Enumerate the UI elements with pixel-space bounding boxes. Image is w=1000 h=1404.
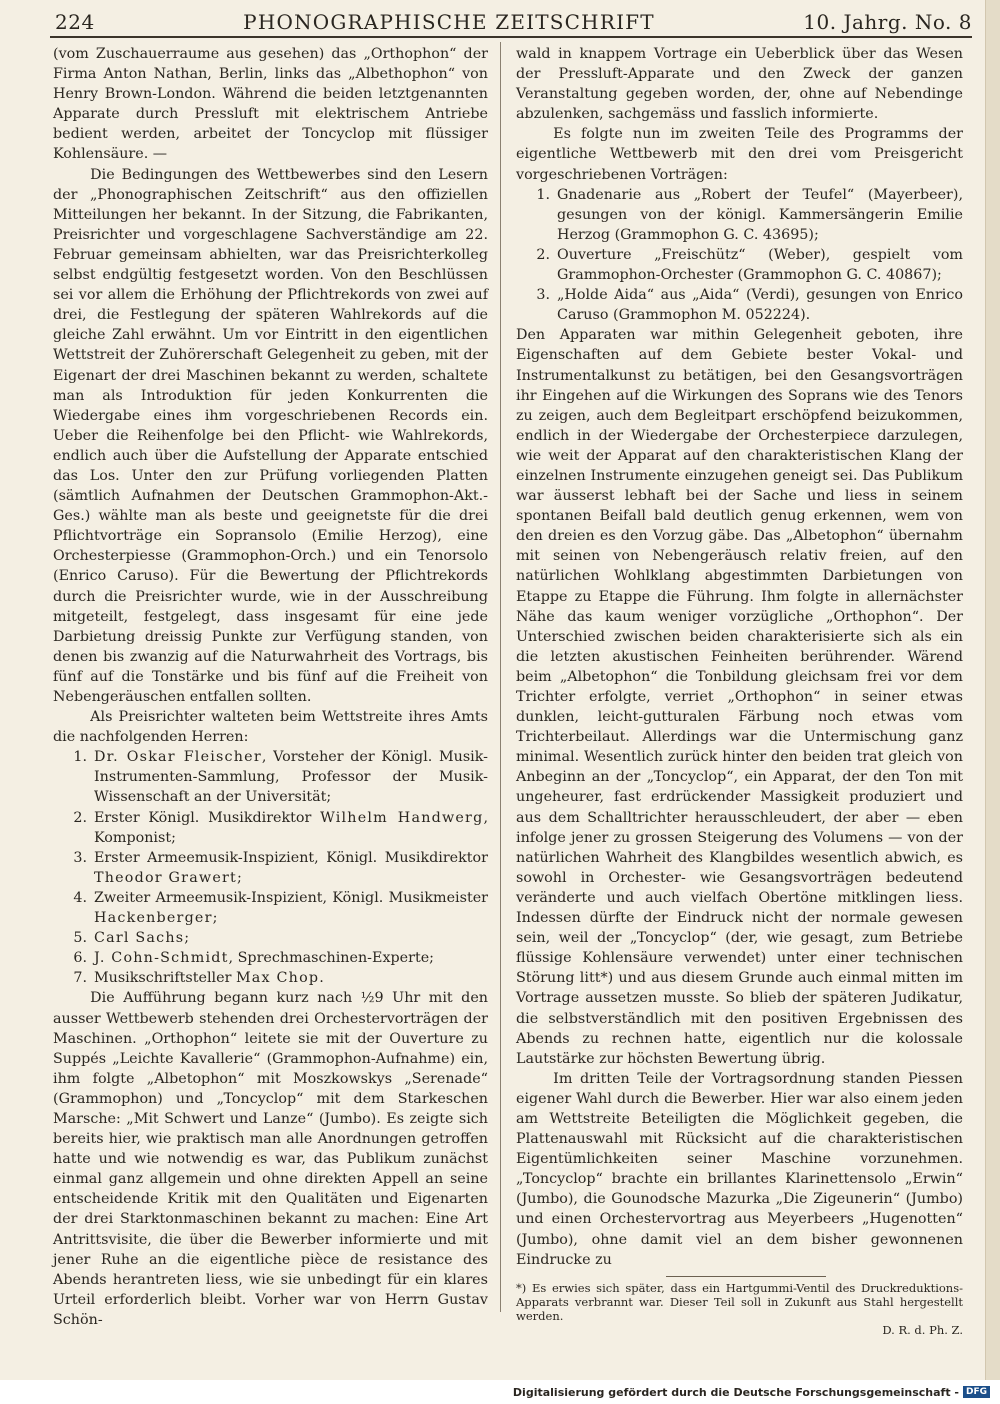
list-item: 4. Zweiter Armeemusik-Inspizient, Königl. Musikmeister Hackenberger; xyxy=(73,889,488,927)
page-edge xyxy=(985,0,1000,1380)
footer-text: Digitalisierung gefördert durch die Deutsche Forschungsgemeinschaft - xyxy=(512,1385,959,1399)
paragraph: Es folgte nun im zweiten Teile des Programms der eigentliche Wettbewerb mit den drei vom Preisgericht vorgeschriebenen Vorträgen: xyxy=(516,126,963,183)
program-list xyxy=(516,185,963,326)
list-item: 1. Gnadenarie aus „Robert der Teufel“ (Mayerbeer), gesungen von der königl. Kammersängerin Emilie Herzog (Grammophon G. C. 43695); xyxy=(536,186,963,243)
paragraph: Im dritten Teile der Vortragsordnung standen Piessen eigener Wahl durch die Bewerber. Hier war also einem jeden am Wettstreite Beteiligten die Möglichkeit gegeben, die Plattenauswahl mit Rücksicht auf die charakteristischen Eigentümlichkeiten seiner Maschine vorzunehmen. „Toncyclop“ brachte ein brillantes Klarinettensolo „Erwin“ (Jumbo), die Gounodsche Mazurka „Die Zigeunerin“ (Jumbo) und einen Orchestervortrag aus Meyerbeers „Hugenotten“ (Jumbo), ohne damit viel an dem bisher gewonnenen Eindrucke zu xyxy=(516,1070,963,1268)
running-head xyxy=(55,4,972,34)
list-item: 1. Dr. Oskar Fleischer, Vorsteher der Königl. Musik-Instrumenten-Sammlung, Professor der Musik-Wissenschaft an der Universität; xyxy=(73,749,488,806)
list-item: 3. Erster Armeemusik-Inspizient, Königl. Musikdirektor Theodor Grawert; xyxy=(73,849,488,886)
paragraph: wald in knappem Vortrage ein Ueberblick über das Wesen der Pressluft-Apparate und den Zweck der ganzen Veranstaltung gegeben worden, der, ohne auf Nebendinge abzulenken, sachgemäss und fasslich informierte. xyxy=(516,46,963,123)
paragraph: Den Apparaten war mithin Gelegenheit geboten, ihre Eigenschaften auf dem Gebiete bester Vokal- und Instrumentalkunst zu betätigen, bei den Gesangsvorträgen ihr Eingehen auf die Wirkungen des Soprans wie des Tenors zu zeigen, auch dem Begleitpart erschöpfend beizukommen, endlich in der Wiedergabe der Orchesterpiece darzulegen, wie weit der Apparat auf den charakteristischen Klang der einzelnen Instrumente einzugehen geneigt sei. Das Publikum war äusserst lebhaft bei der Sache und liess in seinem spontanen Beifall bald deutlich genug erkennen, wem von den dreien es den Vorzug gäbe. Das „Albetophon“ übernahm mit seinen von Nebengeräusch relativ freien, auf den natürlichen Wohlklang abgestimmten Darbietungen von Etappe zu Etappe die Führung. Ihm folgte in allernächster Nähe das kaum weniger vorzügliche „Orthophon“. Der Unterschied zwischen beiden charakterisierte sich als ein die letzten akustischen Feinheiten berührender. Wärend beim „Albetophon“ die Tonbildung gleichsam frei vor dem Trichter erfolgte, verriet „Orthophon“ in seiner etwas dunklen, leicht-gutturalen Färbung noch etwas vom Trichterbeilaut. Allerdings war die Untermischung ganz minimal. Wesentlich zurück hinter den beiden trat gleich von Anbeginn an der „Toncyclop“, ein Apparat, der den Ton mit ungeheurer, fast erdrückender Massigkeit produziert und aus dem Schalltrichter herausschleudert, der aber — eben infolge jener zu grossen Steigerung des Volumens — von der natürlichen Wahrheit des Klangbildes wesentlich abwich, es sowohl in Orchester- wie Gesangsvorträgen bedeutend veränderte und auch vielfach Obertöne mitklingen liess. Indessen dürfte der Eindruck nicht der normale gewesen sein, weil der „Toncyclop“ (der, wie gesagt, zum Betriebe flüssige Kohlensäure verwendet) unter einer technischen Störung litt*) und aus diesem Grunde auch einmal mitten im Vortrage aussetzen musste. So blieb der späteren Judikatur, die selbstverständlich mit den positiven Ergebnissen des Abends zu rechnen hatte, eigentlich nur die kolossale Lautstärke zur höchsten Bewertung übrig. xyxy=(516,327,963,1067)
header-rule xyxy=(50,36,972,38)
journal-title: PHONOGRAPHISCHE ZEITSCHRIFT xyxy=(243,10,655,34)
page-number: 224 xyxy=(55,10,95,34)
column-divider xyxy=(500,42,501,1312)
list-item: 3. „Holde Aida“ aus „Aida“ (Verdi), gesungen von Enrico Caruso (Grammophon M. 052224). xyxy=(536,287,963,324)
list-item: 7. Musikschriftsteller Max Chop. xyxy=(73,970,324,987)
digitization-footer xyxy=(0,1380,1000,1404)
footnote-rule xyxy=(666,1276,826,1277)
list-item: 2. Ouverture „Freischütz“ (Weber), gespielt vom Grammophon-Orchester (Grammophon G. C. 40867); xyxy=(536,246,963,284)
paragraph: Die Aufführung begann kurz nach ½9 Uhr mit den ausser Wettbewerb stehenden drei Orchestervorträgen der Maschinen. „Orthophon“ leitete sie mit der Ouverture zu Suppés „Leichte Kavallerie“ (Grammophon-Aufnahme) ein, ihm folgte „Albetophon“ mit Moszkowskys „Serenade“ (Grammophon) und „Toncyclop“ mit dem Starkeschen Marsche: „Mit Schwert und Lanze“ (Jumbo). Es zeigte sich bereits hier, wie praktisch man alle Anordnungen getroffen hatte und wie notwendig es war, das Publikum zunächst einmal ganz allgemein und ohne direkten Appell an seine entscheidende Kritik mit den Qualitäten und Eigenarten der drei Starktonmaschinen bekannt zu machen: Eine Art Antrittsvisite, die über die Bewerber informierte und mit jener Ruhe an die eigentliche pièce de resistance des Abends herantreten liess, wie sie unbedingt für ein klares Urteil erforderlich bleibt. Vorher war von Herrn Gustav Schön- xyxy=(53,990,488,1328)
issue-label: 10. Jahrg. No. 8 xyxy=(803,10,972,34)
paragraph: Die Bedingungen des Wettbewerbes sind den Lesern der „Phonographischen Zeitschrift“ aus den offiziellen Mitteilungen her bekannt. In der Sitzung, die Fabrikanten, Preisrichter und vorgeschlagene Sachverständige am 22. Februar gemeinsam abhielten, war das Preisrichterkolleg selbst endgültig festgesetzt worden. Von den Beschlüssen sei vor allem die Erhöhung der Pflichtrekords von zwei auf drei, die Festlegung der späteren Wahlrekords auf die gleiche Zahl erwähnt. Um vor Eintritt in den eigentlichen Wettstreit der Zuhörerschaft Gelegenheit zu geben, mit der Eigenart der drei Maschinen bekannt zu werden, schaltete man als Introduktion für jeden Konkurrenten die Wiedergabe eines ihm vorgeschriebenen Records ein. Ueber die Reihenfolge bei den Pflicht- wie Wahlrekords, endlich auch über die Aufstellung der Apparate entschied das Los. Unter den zur Prüfung vorliegenden Platten (sämtlich Aufnahmen der Deutschen Grammophon-Akt.-Ges.) wählte man als beste und geeignetste für die drei Pflichtvorträge ein Sopransolo (Emilie Herzog), eine Orchesterpiesse (Grammophon-Orch.) und ein Tenorsolo (Enrico Caruso). Für die Bewertung der Pflichtrekords durch die Preisrichter wurde, wie in der Ausschreibung mitgeteilt, festgelegt, dass insgesamt für eine jede Darbietung dreissig Punkte zur Verfügung standen, von denen bis zwanzig auf die Naturwahrheit des Vortrags, bis fünf auf die Tonstärke und bis fünf auf die Freiheit von Nebengeräuschen entfallen sollten. xyxy=(53,166,488,705)
paragraph: Als Preisrichter walteten beim Wettstreite ihres Amts die nachfolgenden Herren: xyxy=(53,709,488,746)
list-item: 6. J. Cohn-Schmidt, Sprechmaschinen-Experte; xyxy=(73,950,434,967)
left-column xyxy=(53,44,488,1328)
paragraph: (vom Zuschauerraume aus gesehen) das „Orthophon“ der Firma Anton Nathan, Berlin, links das „Albethophon“ von Henry Brown-London. Während die beiden letztgenannten Apparate durch Pressluft mit elektrischem Antriebe bedient werden, arbeitet der Toncyclop mit flüssiger Kohlensäure. — xyxy=(53,46,488,163)
footnote xyxy=(516,1281,963,1337)
right-column xyxy=(516,44,963,1337)
dfg-logo-icon: DFG xyxy=(963,1386,990,1398)
footnote-signature: D. R. d. Ph. Z. xyxy=(882,1322,963,1337)
footnote-text: *) Es erwies sich später, dass ein Hartgummi-Ventil des Druckreduktions-Apparats verbrannt war. Dieser Teil soll in Zukunft aus Stahl hergestellt werden. xyxy=(516,1280,963,1323)
list-item: 2. Erster Königl. Musikdirektor Wilhelm Handwerg, Komponist; xyxy=(73,809,488,846)
judges-list xyxy=(53,747,488,988)
list-item: 5. Carl Sachs; xyxy=(73,930,190,947)
